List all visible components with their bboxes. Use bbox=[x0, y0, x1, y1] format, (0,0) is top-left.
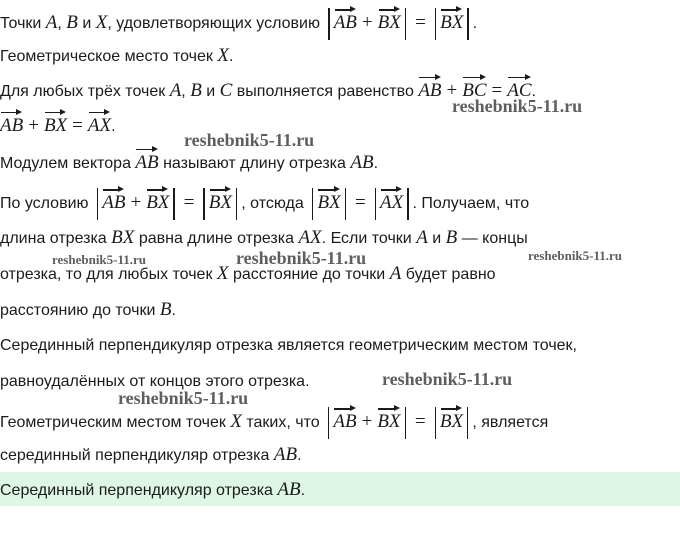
math-vector: AB bbox=[334, 8, 357, 33]
text: , является bbox=[472, 414, 549, 432]
math-vector: AC bbox=[507, 76, 531, 101]
math-vector: AX bbox=[380, 188, 403, 213]
text: Серединный перпендикуляр отрезка bbox=[0, 482, 273, 499]
watermark: reshebnik5-11.ru bbox=[184, 130, 315, 150]
text: Точки bbox=[0, 15, 42, 33]
math-vector: AX bbox=[88, 111, 111, 136]
math-vector: AB bbox=[418, 76, 441, 101]
math-operator: + bbox=[361, 411, 373, 433]
math-operator: = bbox=[415, 12, 426, 34]
abs-bar bbox=[467, 8, 468, 40]
math-vector: AB bbox=[333, 407, 356, 432]
math-vector: BX bbox=[146, 188, 169, 213]
abs-bar bbox=[407, 188, 408, 220]
watermark: reshebnik5-11.ru bbox=[236, 248, 367, 268]
math-segment: BX bbox=[111, 227, 135, 248]
math-segment: AX bbox=[298, 227, 322, 248]
text-line bbox=[0, 336, 577, 356]
abs-bar bbox=[435, 8, 436, 40]
text: . Получаем, что bbox=[412, 195, 530, 213]
text-line bbox=[0, 46, 233, 67]
math-point: C bbox=[219, 80, 233, 101]
answer-text bbox=[0, 480, 305, 501]
text: . bbox=[531, 83, 536, 100]
text: и bbox=[82, 15, 92, 33]
watermark: reshebnik5-11.ru bbox=[52, 252, 147, 267]
text: длина отрезка bbox=[0, 230, 107, 247]
math-point: B bbox=[445, 227, 458, 248]
text: По условию bbox=[0, 195, 89, 213]
text: и bbox=[206, 83, 216, 100]
answer-highlight bbox=[0, 472, 680, 506]
abs-bar bbox=[405, 407, 406, 439]
text-line: Точки A, B и X, удовлетворяющих условию AB + BX = BX . bbox=[0, 8, 477, 40]
math-point: A bbox=[45, 12, 58, 34]
math-segment: AB bbox=[273, 444, 298, 465]
watermark: reshebnik5-11.ru bbox=[528, 248, 623, 263]
watermark: reshebnik5-11.ru bbox=[382, 369, 513, 389]
math-vector: BC bbox=[462, 76, 486, 101]
math-operator: + bbox=[361, 12, 373, 34]
abs-bar bbox=[173, 188, 174, 220]
math-point: B bbox=[190, 80, 202, 101]
text-line bbox=[0, 445, 302, 466]
text: . bbox=[373, 155, 379, 172]
math-operator: = bbox=[354, 192, 366, 214]
math-vector: BX bbox=[377, 407, 400, 432]
abs-bar bbox=[328, 407, 329, 439]
math-vector: BX bbox=[378, 8, 401, 33]
math-point: A bbox=[389, 263, 402, 284]
abs-bar bbox=[328, 8, 329, 40]
text: , отсюда bbox=[241, 195, 304, 213]
text: и bbox=[432, 230, 442, 247]
text: . bbox=[472, 15, 478, 33]
math-point: X bbox=[230, 411, 242, 433]
text: отрезка, то для любых точек bbox=[0, 266, 213, 283]
math-operator: = bbox=[183, 192, 195, 214]
text: . bbox=[171, 302, 176, 319]
math-operator: + bbox=[130, 192, 142, 214]
math-point: X bbox=[95, 12, 108, 34]
abs-bar bbox=[236, 188, 237, 220]
text: Геометрическое место точек bbox=[0, 48, 213, 65]
text-line bbox=[0, 300, 176, 321]
abs-bar bbox=[435, 407, 436, 439]
math-point: X bbox=[216, 263, 229, 284]
math-vector: BX bbox=[44, 111, 67, 136]
watermark: reshebnik5-11.ru bbox=[452, 96, 583, 116]
math-operator: = bbox=[414, 411, 426, 433]
text: . Если точки bbox=[321, 230, 412, 247]
text: Для любых трёх точек bbox=[0, 83, 166, 100]
text: , удовлетворяющих условию bbox=[107, 15, 320, 33]
math-vector: AB bbox=[0, 111, 23, 136]
math-point: A bbox=[169, 80, 182, 101]
text: равна длине отрезка bbox=[138, 230, 294, 247]
text: — концы bbox=[461, 230, 528, 247]
text-line bbox=[0, 407, 548, 439]
abs-bar bbox=[375, 188, 376, 220]
math-operator: = bbox=[72, 115, 83, 136]
math-point: X bbox=[217, 45, 229, 66]
text: выполняется равенство bbox=[236, 83, 414, 100]
math-vector: BX bbox=[440, 407, 463, 432]
math-operator: + bbox=[28, 115, 39, 136]
math-segment: AB bbox=[350, 152, 374, 173]
math-vector: AB bbox=[102, 188, 125, 213]
watermark: reshebnik5-11.ru bbox=[118, 388, 249, 408]
math-segment: AB bbox=[277, 479, 301, 500]
text: называют длину отрезка bbox=[163, 155, 346, 172]
abs-bar bbox=[312, 188, 313, 220]
math-operator: = bbox=[491, 80, 503, 101]
text: серединный перпендикуляр отрезка bbox=[0, 447, 270, 464]
text: будет равно bbox=[405, 266, 496, 283]
text: Геометрическим местом точек bbox=[0, 414, 226, 432]
text-line bbox=[0, 148, 378, 174]
abs-bar bbox=[97, 188, 98, 220]
math-point: B bbox=[66, 12, 78, 34]
math-vector: BX bbox=[440, 8, 463, 33]
text: . bbox=[300, 482, 306, 499]
abs-bar bbox=[203, 188, 204, 220]
abs-bar bbox=[405, 8, 406, 40]
text-line bbox=[0, 111, 116, 137]
math-vector: BX bbox=[317, 188, 340, 213]
text-line bbox=[0, 188, 529, 220]
text: расстояние до точки bbox=[232, 266, 386, 283]
text: . bbox=[297, 447, 302, 464]
math-point: B bbox=[159, 299, 172, 320]
math-vector: AB bbox=[135, 148, 158, 173]
abs-bar bbox=[345, 188, 346, 220]
text: таких, что bbox=[246, 414, 320, 432]
text: расстоянию до точки bbox=[0, 302, 156, 319]
math-operator: + bbox=[446, 80, 458, 101]
text-line bbox=[0, 228, 528, 249]
abs-bar bbox=[467, 407, 468, 439]
text: равноудалённых от концов этого отрезка. bbox=[0, 373, 310, 390]
math-vector: BX bbox=[209, 188, 232, 213]
text-line: Для любых трёх точек A, B и C выполняется равенство AB + BC = AC. bbox=[0, 76, 536, 102]
text: Модулем вектора bbox=[0, 155, 131, 172]
text: . bbox=[228, 48, 234, 65]
text: Серединный перпендикуляр отрезка является геометрическим местом точек, bbox=[0, 337, 577, 354]
text: . bbox=[111, 118, 116, 135]
math-point: A bbox=[416, 227, 428, 248]
